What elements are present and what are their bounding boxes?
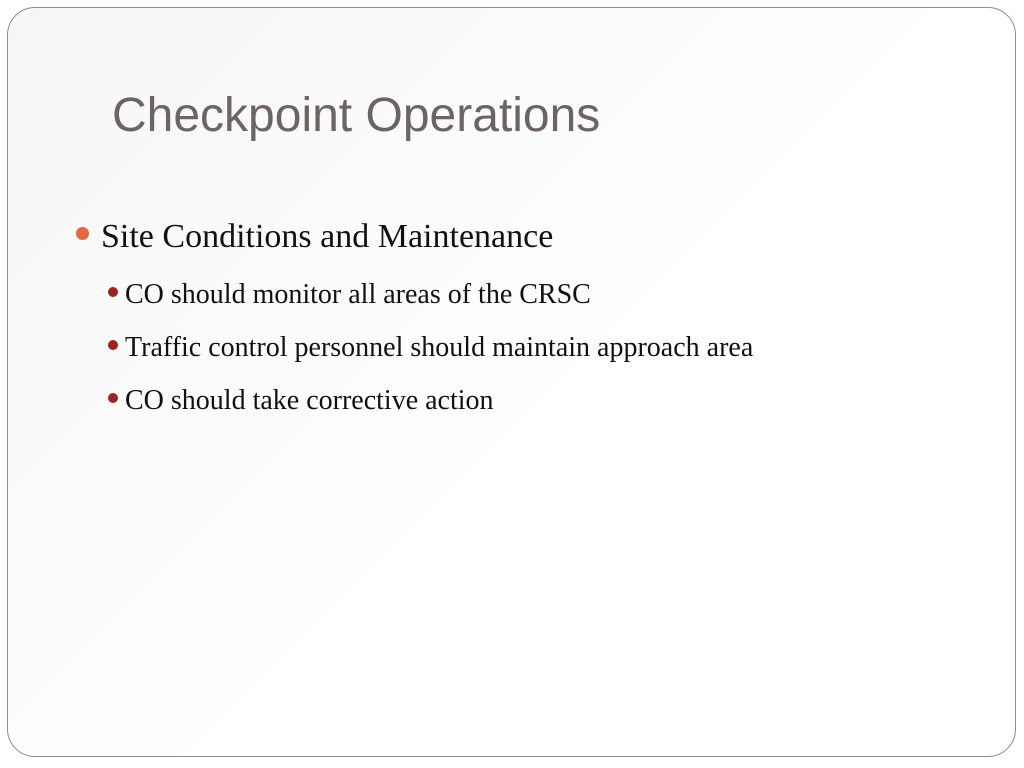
slide-title: Checkpoint Operations xyxy=(112,89,601,142)
bullet-text: Site Conditions and Maintenance xyxy=(101,218,554,255)
sub-bullet-text: CO should monitor all areas of the CRSC xyxy=(125,278,591,310)
bullet-item-level2 xyxy=(108,321,976,374)
bullet-item-level2 xyxy=(108,268,976,321)
sub-bullet-icon xyxy=(108,287,118,297)
sub-bullet-icon xyxy=(108,393,118,403)
slide-body xyxy=(76,212,976,427)
bullet-item-level1 xyxy=(76,212,976,262)
bullet-item-level2 xyxy=(108,374,976,427)
sub-bullet-icon xyxy=(108,340,118,350)
sub-bullet-text: Traffic control personnel should maintain approach area xyxy=(125,331,754,363)
sub-bullet-text: CO should take corrective action xyxy=(125,384,494,416)
bullet-icon xyxy=(76,227,89,240)
sub-bullet-list xyxy=(76,268,976,427)
